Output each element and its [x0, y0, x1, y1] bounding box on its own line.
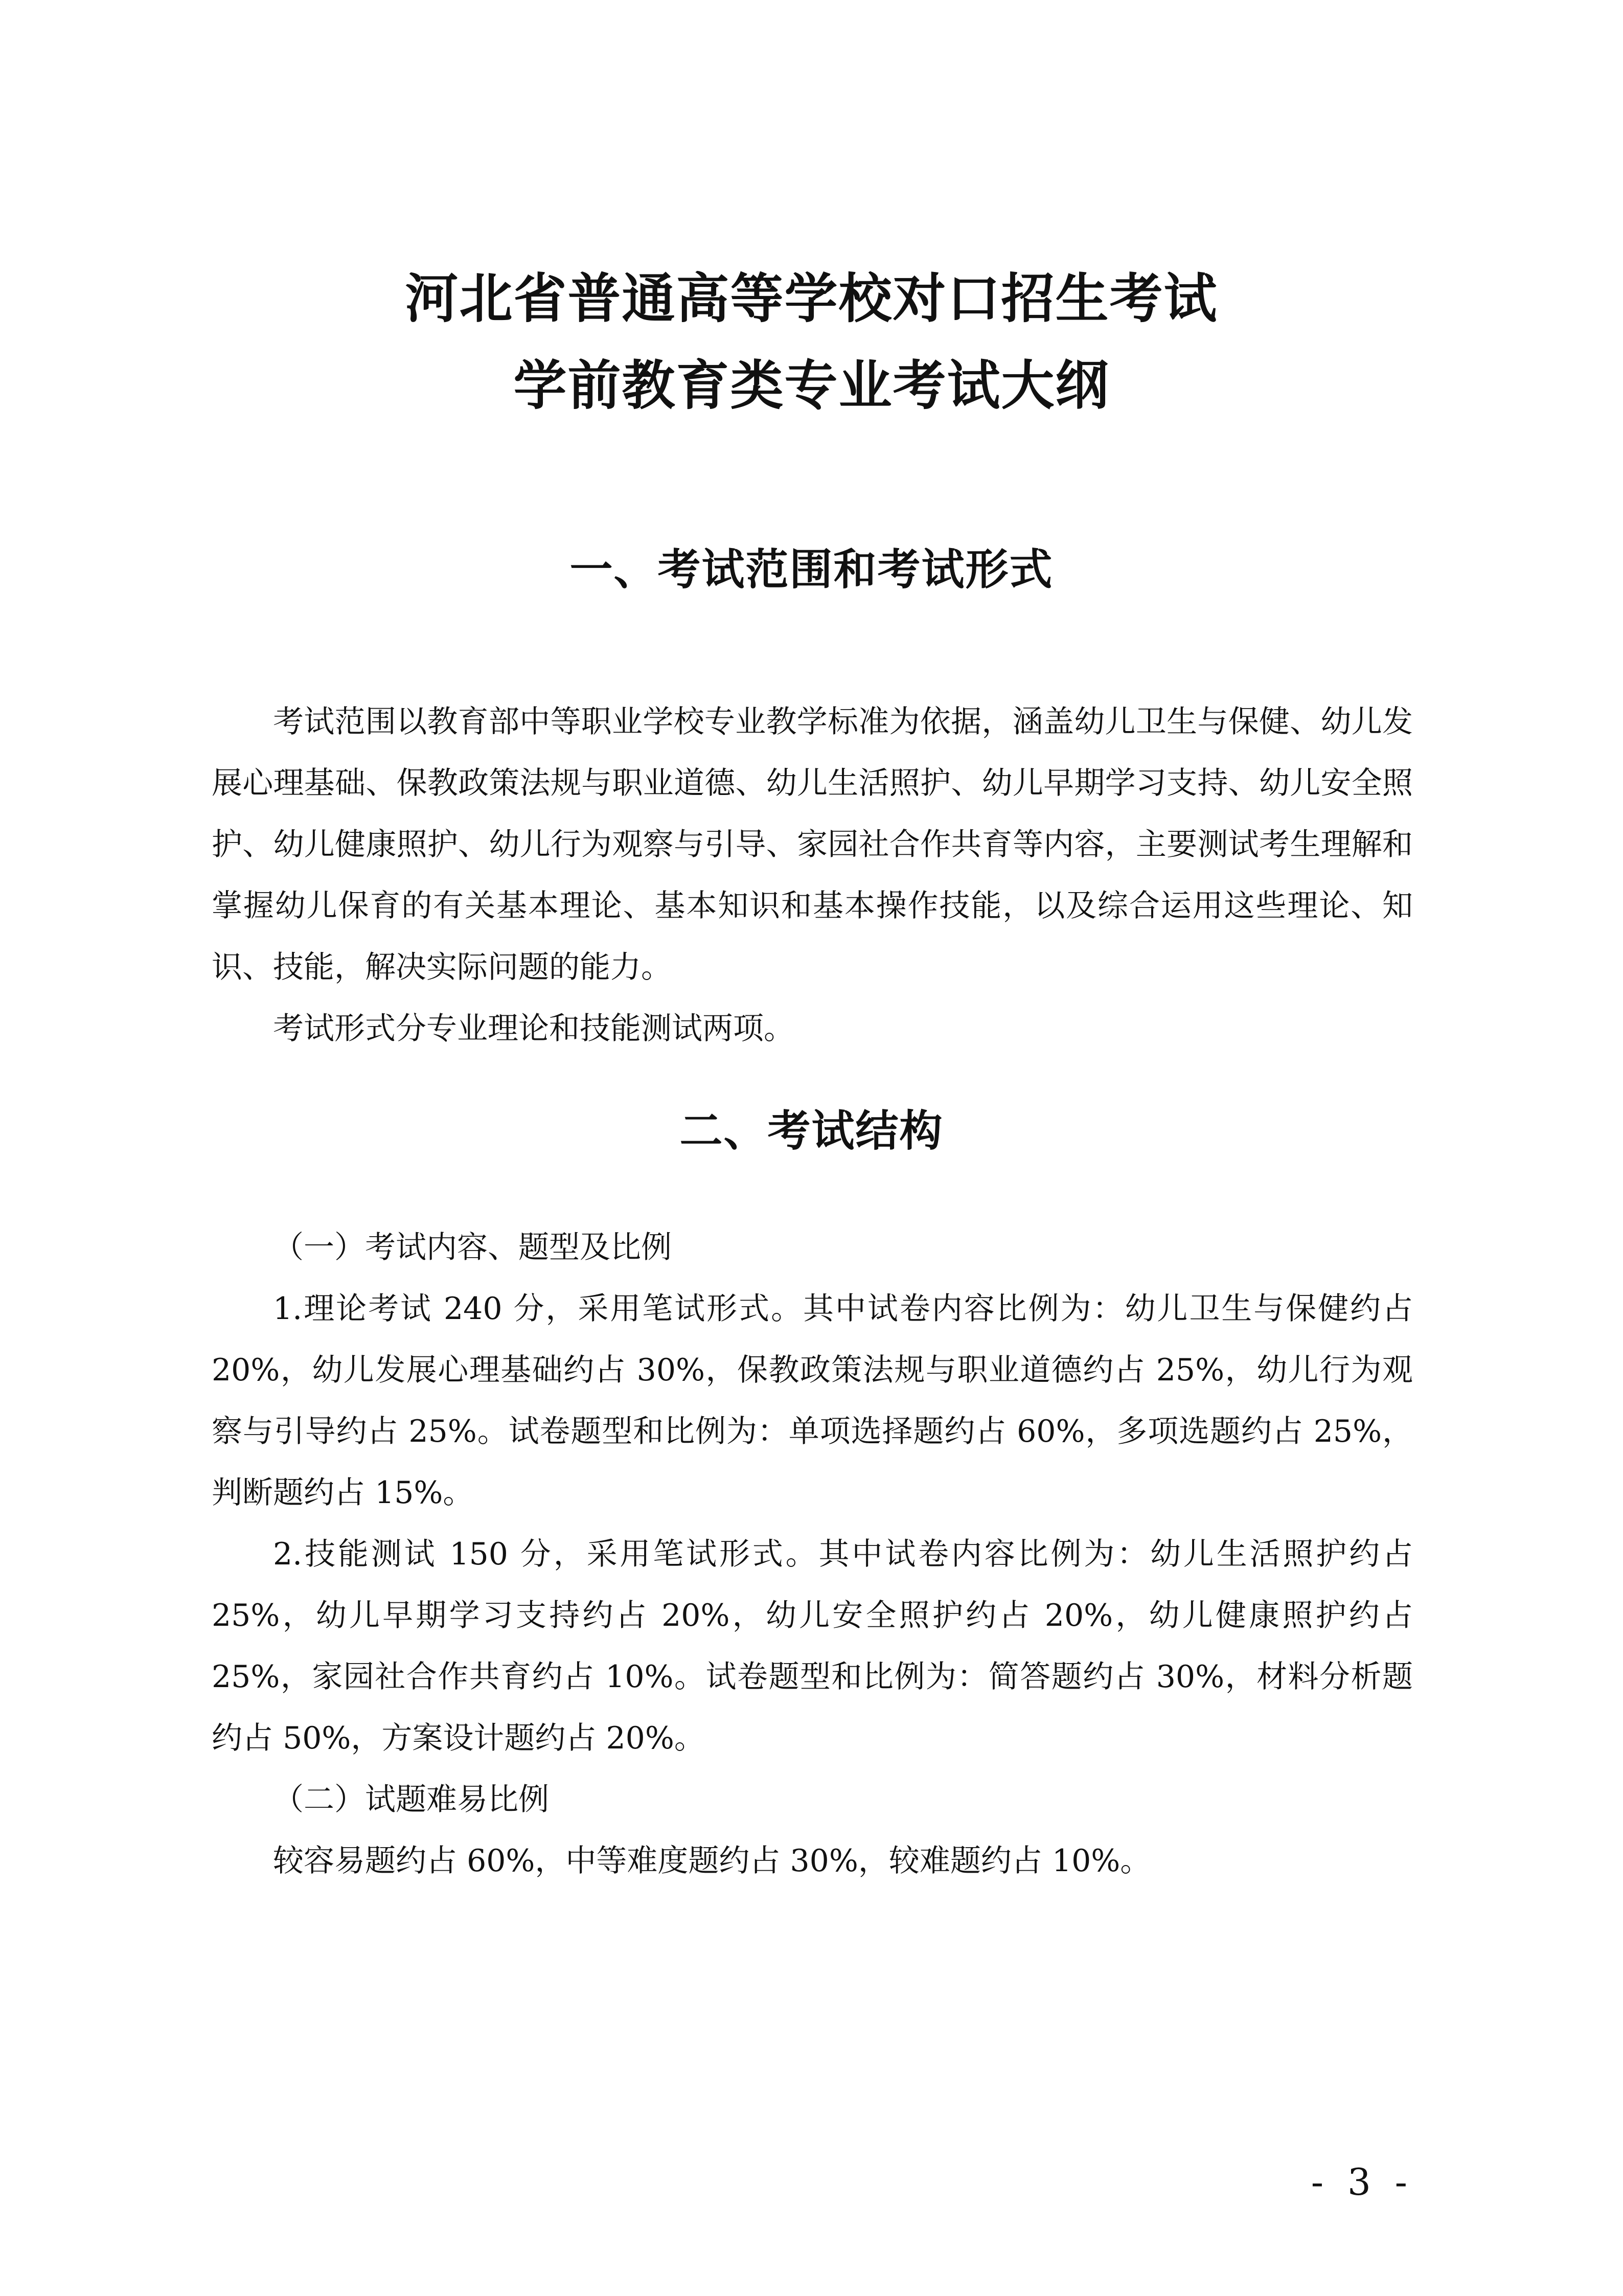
page-number: - 3 -: [1311, 2161, 1413, 2203]
section-heading-exam-structure: 二、考试结构: [679, 1106, 944, 1156]
section-body-exam-structure: [212, 1217, 1413, 1892]
document-title-line-1: 河北省普通高等学校对口招生考试: [405, 267, 1218, 330]
section-body-scope-and-form: [212, 691, 1413, 1059]
paragraph-skills-test: 2.技能测试 150 分，采用笔试形式。其中试卷内容比例为：幼儿生活照护约占 25%，幼儿早期学习支持约占 20%，幼儿安全照护约占 20%，幼儿健康照护约占 25%，家园社合作共育约占 10%。试卷题型和比例为：简答题约占 30%，材料分析题约占 50%，方案设计题约占 20%。: [212, 1536, 1413, 1756]
section-heading-scope-and-form: 一、考试范围和考试形式: [569, 544, 1054, 595]
paragraph-exam-form: 考试形式分专业理论和技能测试两项。: [273, 1011, 794, 1047]
document-title-line-2: 学前教育类专业考试大纲: [513, 354, 1110, 417]
paragraph-difficulty-ratio: 较容易题约占 60%，中等难度题约占 30%，较难题约占 10%。: [273, 1843, 1151, 1879]
subheading-content-types-ratio: （一）考试内容、题型及比例: [273, 1230, 672, 1265]
paragraph-exam-scope: 考试范围以教育部中等职业学校专业教学标准为依据，涵盖幼儿卫生与保健、幼儿发展心理基础、保教政策法规与职业道德、幼儿生活照护、幼儿早期学习支持、幼儿安全照护、幼儿健康照护、幼儿行为观察与引导、家园社合作共育等内容，主要测试考生理解和掌握幼儿保育的有关基本理论、基本知识和基本操作技能，以及综合运用这些理论、知识、技能，解决实际问题的能力。: [212, 704, 1413, 985]
subheading-difficulty-ratio: （二）试题难易比例: [273, 1782, 549, 1817]
paragraph-theory-exam: 1.理论考试 240 分，采用笔试形式。其中试卷内容比例为：幼儿卫生与保健约占 20%，幼儿发展心理基础约占 30%，保教政策法规与职业道德约占 25%，幼儿行为观察与引导约占 25%。试卷题型和比例为：单项选择题约占 60%，多项选题约占 25%，判断题约占 15%。: [212, 1291, 1413, 1511]
